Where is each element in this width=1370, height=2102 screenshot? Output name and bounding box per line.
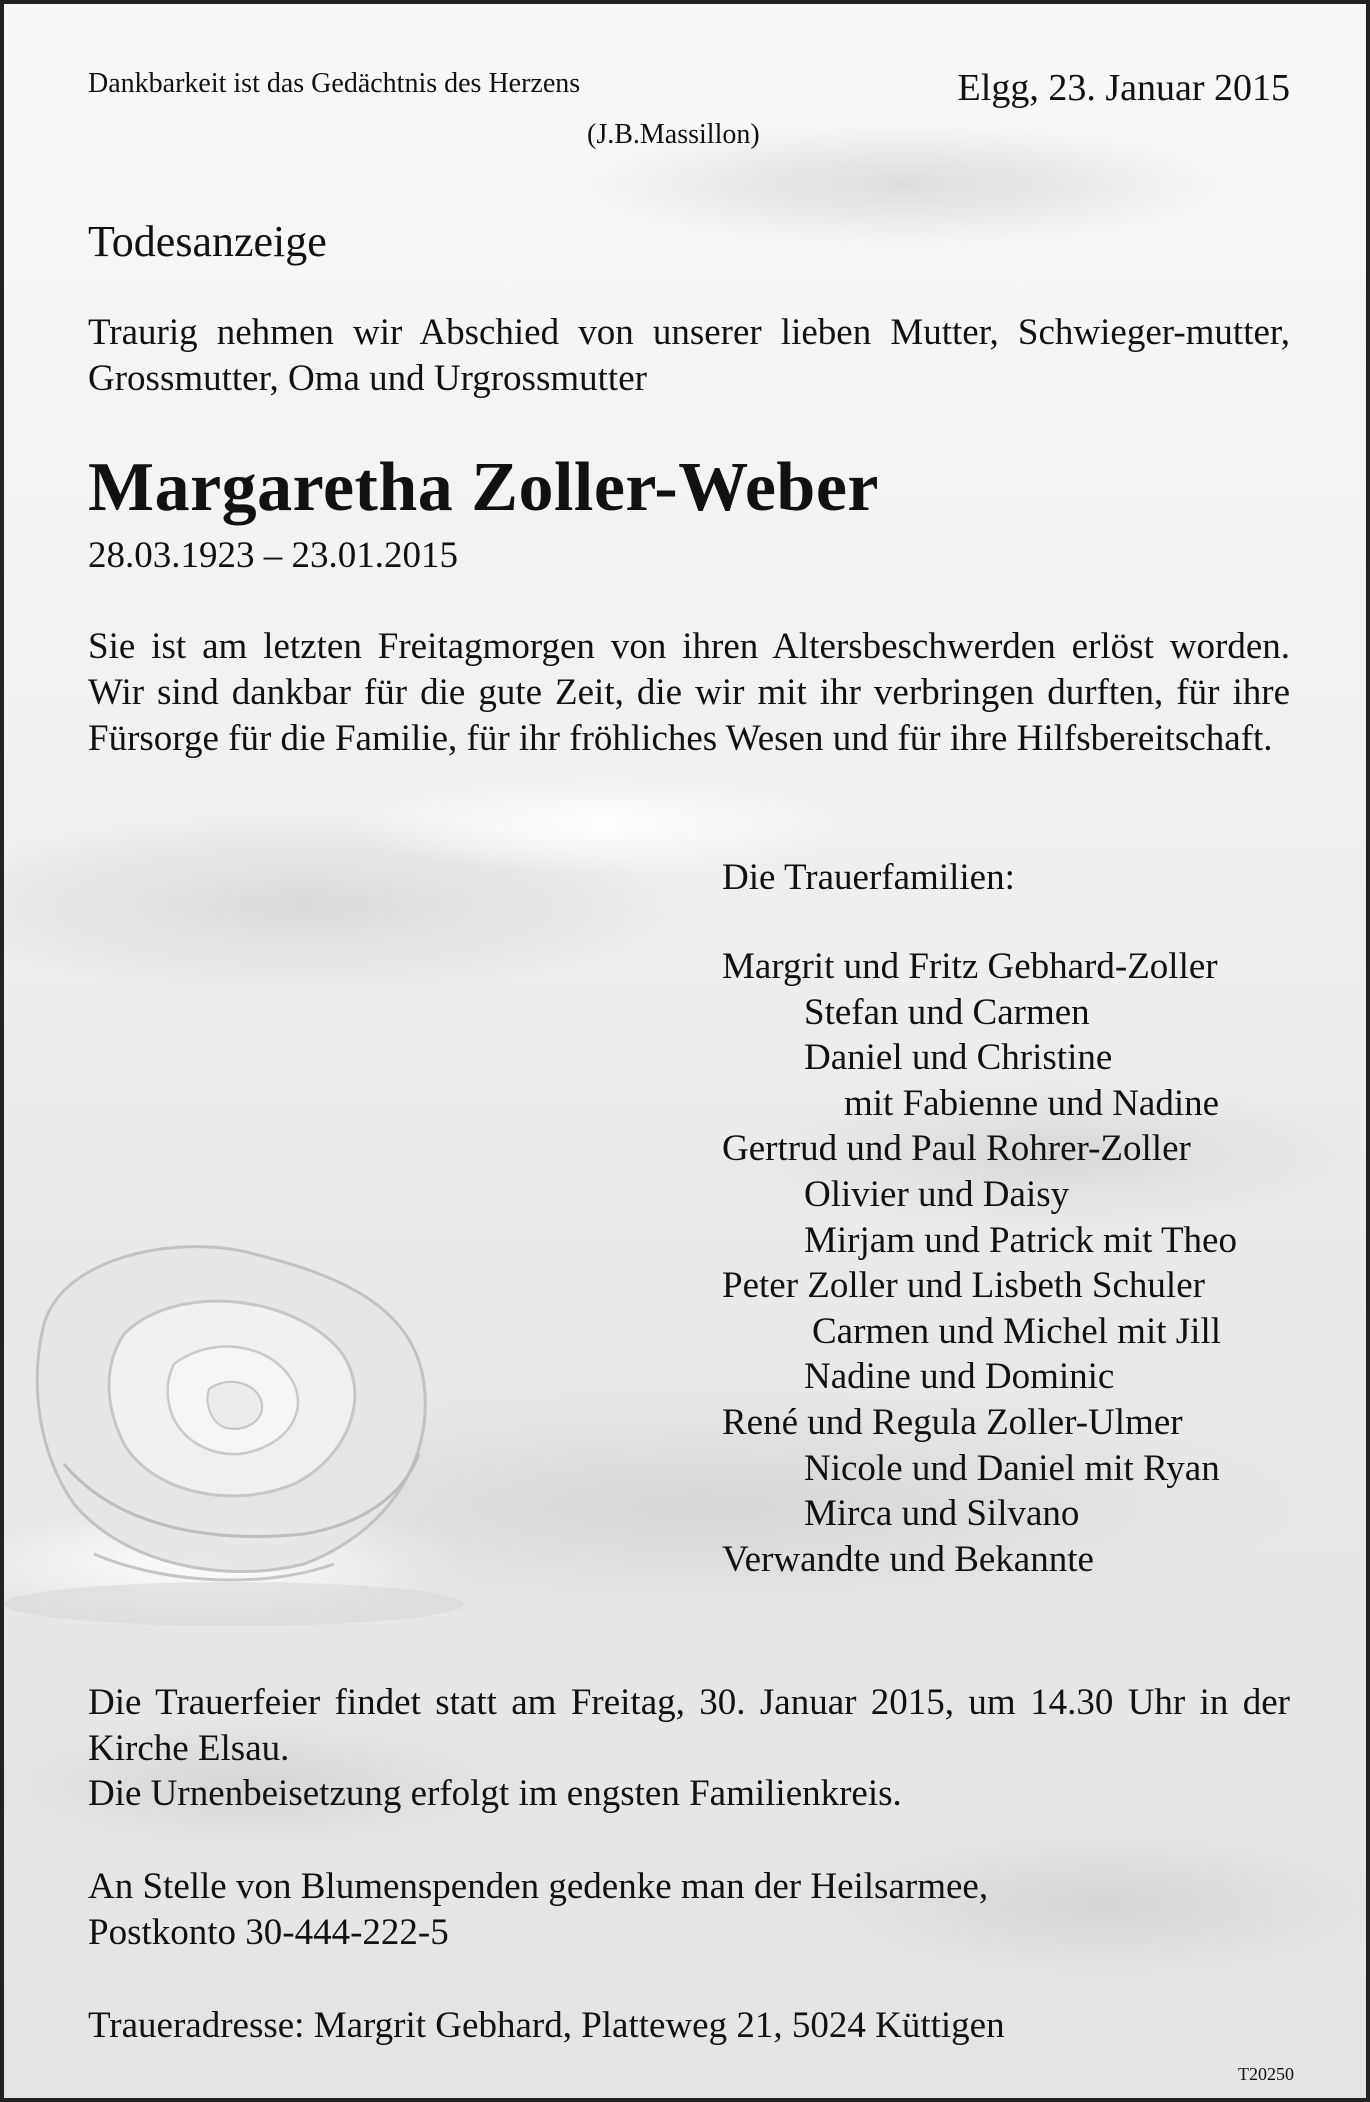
donation-account: Postkonto 30-444-222-5 (88, 1912, 449, 1953)
ad-code: T20250 (1238, 2064, 1294, 2084)
place-date: Elgg, 23. Januar 2015 (957, 67, 1290, 109)
family-entry: Mirjam und Patrick mit Theo (804, 1219, 1237, 1261)
urn-info: Die Urnenbeisetzung erfolgt im engsten Familienkreis. (88, 1773, 902, 1814)
donation-info (88, 1864, 988, 1956)
family-entry: Gertrud und Paul Rohrer-Zoller (722, 1128, 1191, 1170)
service-info: Die Trauerfeier findet statt am Freitag, 30. Januar 2015, um 14.30 Uhr in der Kirche Elsau. (88, 1682, 1290, 1769)
family-entry: Carmen und Michel mit Jill (812, 1310, 1222, 1352)
donation-line: An Stelle von Blumenspenden gedenke man der Heilsarmee, (88, 1866, 989, 1907)
families-list (722, 944, 1237, 1582)
family-entry: Daniel und Christine (804, 1037, 1113, 1079)
family-entry: Olivier und Daisy (804, 1173, 1070, 1215)
families-title: Die Trauerfamilien: (722, 857, 1015, 898)
family-entry: Mirca und Silvano (804, 1493, 1080, 1535)
deceased-dates: 28.03.1923 – 23.01.2015 (88, 535, 458, 576)
family-entry: René und Regula Zoller-Ulmer (722, 1401, 1183, 1443)
motto-author: (J.B.Massillon) (587, 119, 760, 150)
obituary-text: Sie ist am letzten Freitagmorgen von ihren Altersbeschwerden erlöst worden. Wir sind dankbar für die gute Zeit, die wir mit ihr verbringen durften, für ihre Fürsorge für die Familie, für ihr fröhliches Wesen und für ihre Hilfsbereitschaft. (88, 626, 1290, 759)
family-entry: mit Fabienne und Nadine (844, 1082, 1220, 1124)
intro-text: Traurig nehmen wir Abschied von unserer lieben Mutter, Schwieger-mutter, Grossmutter, Oma und Urgrossmutter (88, 312, 1290, 399)
mourning-address: Traueradresse: Margrit Gebhard, Platteweg 21, 5024 Küttigen (88, 2005, 1005, 2046)
family-entry: Nicole und Daniel mit Ryan (804, 1447, 1220, 1489)
page-title: Todesanzeige (88, 217, 327, 266)
family-entry: Margrit und Fritz Gebhard-Zoller (722, 946, 1218, 987)
family-entry: Stefan und Carmen (804, 991, 1090, 1033)
family-entry: Peter Zoller und Lisbeth Schuler (722, 1265, 1205, 1307)
deceased-name: Margaretha Zoller-Weber (88, 449, 879, 526)
family-entry: Verwandte und Bekannte (722, 1538, 1094, 1580)
motto-quote: Dankbarkeit ist das Gedächtnis des Herzens (88, 68, 581, 99)
family-entry: Nadine und Dominic (804, 1356, 1115, 1398)
